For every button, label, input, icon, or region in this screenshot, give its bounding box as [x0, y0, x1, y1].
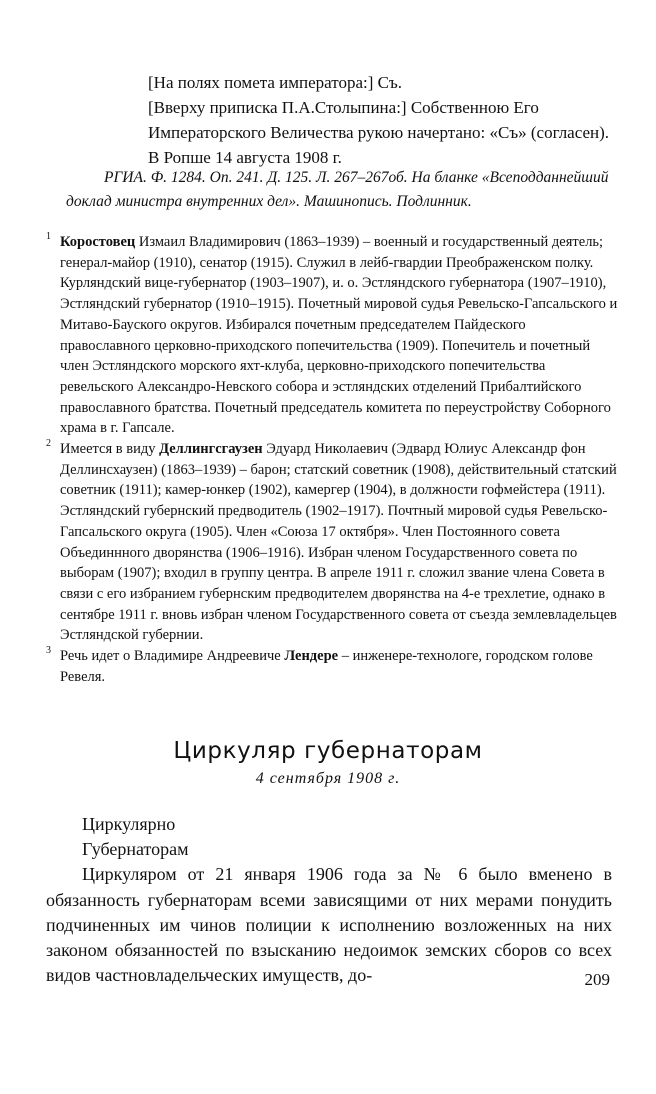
footnote-name: Лендере [284, 648, 339, 665]
body-text [46, 812, 612, 988]
footnote-1 [46, 232, 618, 439]
footnote-number: 2 [46, 438, 51, 450]
document-heading: Циркуляр губернаторам [173, 738, 483, 764]
page-number: 209 [584, 970, 610, 989]
body-paragraph: Циркуляром от 21 января 1906 года за № 6 было вменено в обязанность губернаторам всеми зависящими от них мерами понудить подчиненных им чинов полиции к исполнению возложенных на них законом обязанностей по взысканию недоимок земских сборов со всех видов частновладельческих имуществ, до- [46, 864, 612, 986]
footnote-3 [46, 646, 618, 687]
footnote-text: Эдуард Николаевич (Эдвард Юлиус Александр фон Деллинсхаузен) (1863–1939) – барон; статский советник (1908), действительный статский советник (1911); камер-юнкер (1902), камергер (1904), в должности гофмейстера (1911). Эстляндский губернский предводитель (1902–1917). Почтный мировой судья Ревельско-Гапсальского округа (1905). Член «Союза 17 октября». Член Постоянного совета Объединнного дворянства (1906–1916). Избран членом Государственного совета по выборам (1907); входил в группу центра. В апреле 1911 г. сложил звание члена Совета в связи с его избранием губернским предводителем дворянства на 4-е трехлетие, однако в сентябре 1911 г. вновь избран членом Государственного совета от съезда землевладельцев Эстляндской губернии. [60, 441, 617, 644]
footnote-name: Коростовец [60, 234, 136, 250]
footnote-number: 3 [46, 645, 51, 657]
footnotes [46, 232, 618, 687]
footnote-number: 1 [46, 231, 51, 242]
top-block [148, 70, 610, 170]
document-date: 4 сентября 1908 г. [255, 770, 401, 787]
footnote-name: Деллингсгаузен [159, 441, 263, 458]
emperor-mark-line: [На полях помета императора:] Съ. [148, 73, 403, 92]
salutation-line-1: Циркулярно [82, 814, 176, 834]
footnote-prefix: Имеется в виду [60, 441, 160, 458]
footnote-text: Измаил Владимирович (1863–1939) – военный и государственный деятель; генерал-майор (1910), сенатор (1915). Служил в лейб-гвардии Преображенском полку. Курляндский вице-губернатор (1903–1907), и. о. Эстляндского губернатора (1907–1910), Эстляндский губернатор (1910–1915). Почетный мировой судья Ревельско-Гапсальского и Митаво-Бауского округов. Избирался почетным председателем Пайдеского православного церковно-приходского попечительства (1909). Попечитель и почетный член Эстляндского морского яхт-клуба, церковно-приходского попечительства ревельского Александро-Невского собора и эстляндских отделений Прибалтийского православного братства. Почетный председатель комитета по переустройству Соборного храма в г. Гапсале. [60, 234, 618, 437]
footnote-prefix: Речь идет о Владимире Андреевиче [60, 648, 285, 665]
stolypin-note-line: [Вверху приписка П.А.Столыпина:] Собственною Его Императорского Величества рукою начертано: «Съ» (согласен). [148, 98, 610, 142]
place-date-line: В Ропше 14 августа 1908 г. [148, 148, 342, 167]
salutation-line-2: Губернаторам [82, 839, 189, 860]
archive-source-note: РГИА. Ф. 1284. Оп. 241. Д. 125. Л. 267–267об. На бланке «Всеподданнейший доклад министра внутренних дел». Машинопись. Подлинник. [66, 169, 609, 210]
footnote-2 [46, 439, 618, 646]
footnote-text: – инженере-технологе, городском голове Ревеля. [60, 648, 593, 685]
